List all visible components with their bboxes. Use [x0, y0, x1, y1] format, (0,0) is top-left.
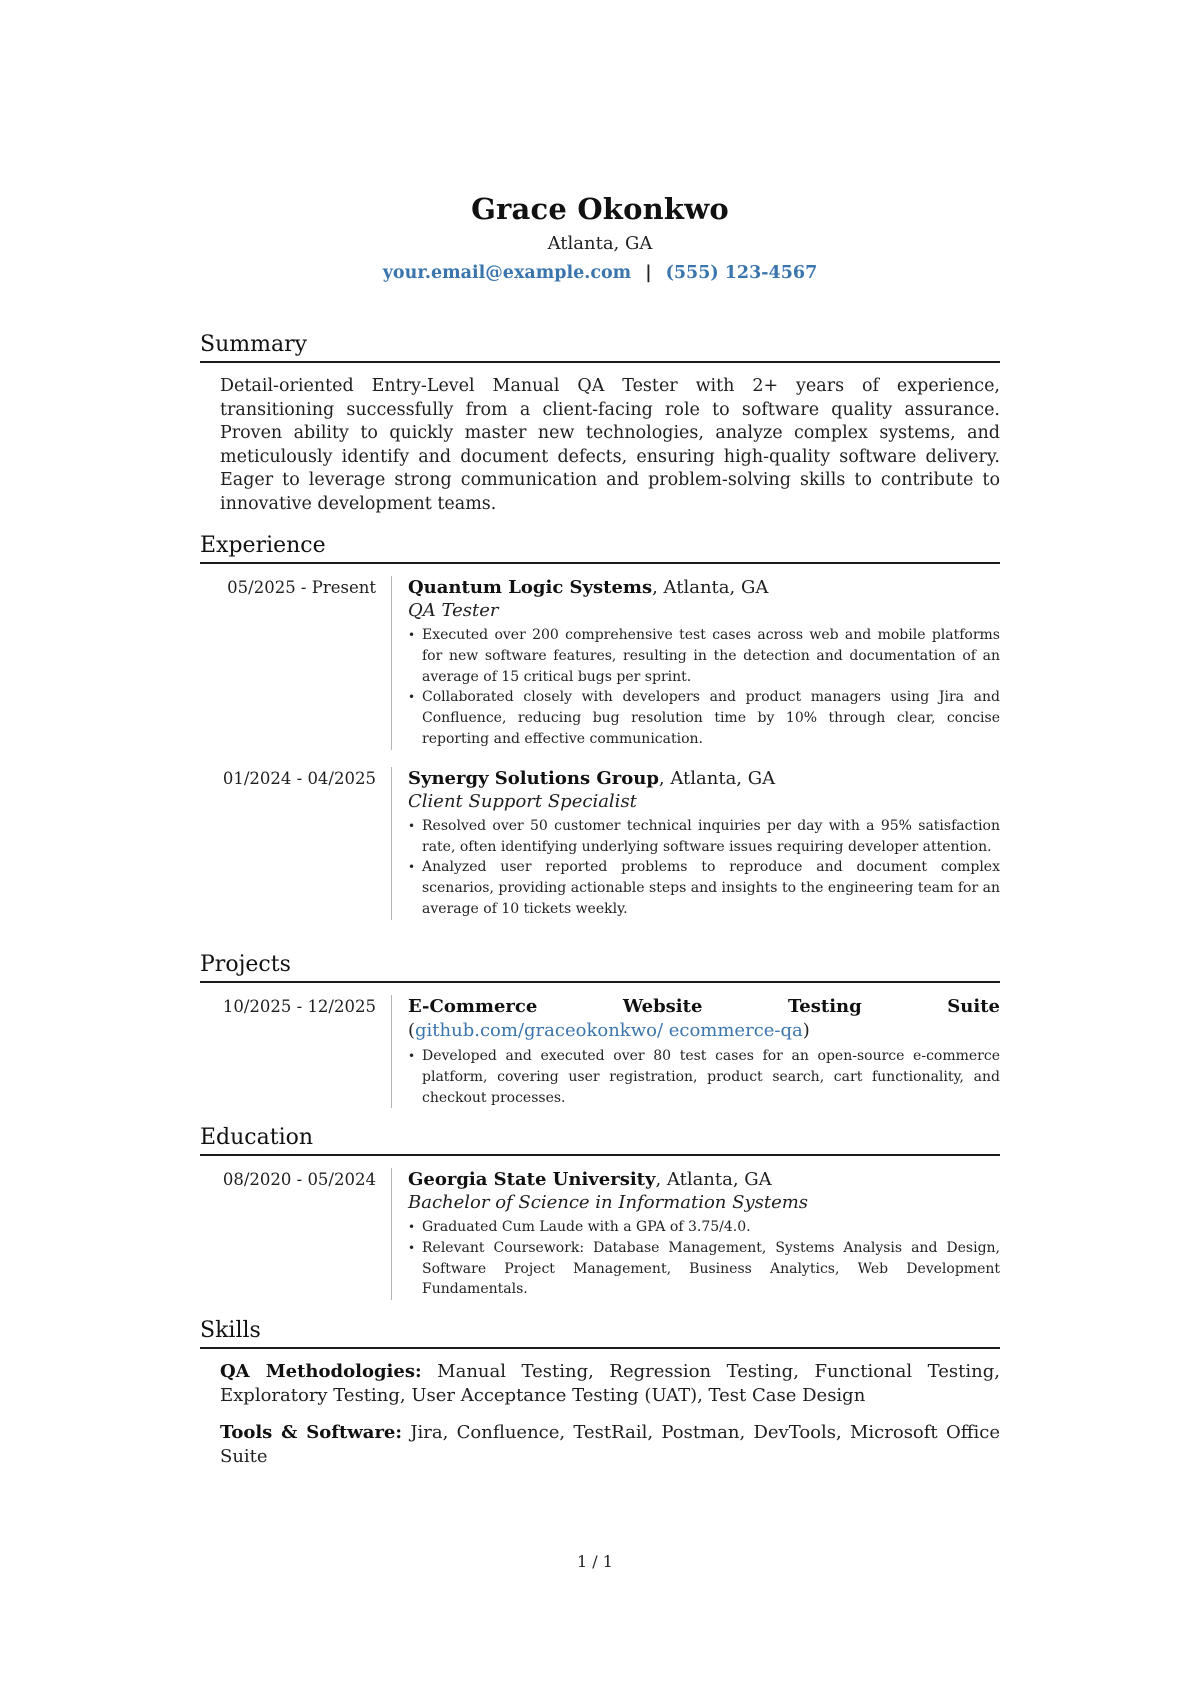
bullet-item: • Collaborated closely with developers and product managers using Jira and Confluence, reducing bug resolution time by 10% through clear, concise reporting and effective communication.	[408, 687, 1000, 749]
employer-name: Quantum Logic Systems	[408, 577, 653, 598]
bullet-item: • Analyzed user reported problems to reproduce and document complex scenarios, providing actionable steps and insights to the engineering team for an average of 10 tickets weekly.	[408, 857, 1000, 919]
contact-line	[200, 261, 1000, 285]
school-location: , Atlanta, GA	[655, 1169, 772, 1190]
bullet-list	[408, 625, 1000, 750]
skill-line	[220, 1360, 1000, 1407]
project-entry	[200, 995, 1000, 1108]
project-heading	[408, 995, 1000, 1043]
candidate-location: Atlanta, GA	[547, 233, 653, 254]
entry-body	[391, 1168, 1000, 1300]
entry-date: 05/2025 - Present	[227, 578, 376, 597]
skill-value: Jira, Confluence, TestRail, Postman, DevTools, Microsoft Office Suite	[220, 1422, 1000, 1467]
entry-heading	[408, 576, 1000, 600]
employer-location: , Atlanta, GA	[658, 767, 776, 789]
skill-label: QA Methodologies:	[220, 1361, 422, 1382]
skills-section	[200, 1316, 1000, 1468]
bullet-list	[408, 1217, 1000, 1300]
skill-value: Manual Testing, Regression Testing, Functional Testing, Exploratory Testing, User Acceptance Testing (UAT), Test Case Design	[220, 1361, 1000, 1406]
experience-entry	[200, 576, 1000, 750]
page-number: 1 / 1	[577, 1552, 613, 1571]
entry-body	[391, 995, 1000, 1108]
email-link[interactable]: your.email@example.com	[382, 263, 632, 283]
skill-line	[220, 1421, 1000, 1468]
open-paren: (	[408, 1020, 416, 1041]
section-title-projects: Projects	[200, 950, 1000, 983]
skill-label: Tools & Software:	[220, 1422, 403, 1443]
candidate-name: Grace Okonkwo	[471, 192, 729, 226]
bullet-item: • Developed and executed over 80 test cases for an open-source e-commerce platform, covering user registration, product search, cart functionality, and checkout processes.	[408, 1046, 1000, 1108]
bullet-item: • Relevant Coursework: Database Management, Systems Analysis and Design, Software Project Management, Business Analytics, Web Development Fundamentals.	[408, 1238, 1000, 1300]
bullet-item: • Graduated Cum Laude with a GPA of 3.75/4.0.	[408, 1217, 1000, 1238]
bullet-list	[408, 816, 1000, 920]
employer-location: , Atlanta, GA	[652, 577, 769, 598]
entry-date: 01/2024 - 04/2025	[222, 768, 376, 788]
project-name: E-Commerce Website Testing Suite	[408, 996, 1000, 1017]
employer-name: Synergy Solutions Group	[408, 767, 659, 789]
section-title-skills: Skills	[200, 1316, 1000, 1349]
close-paren: )	[802, 1020, 810, 1041]
experience-section	[200, 531, 1000, 920]
resume-header	[200, 0, 1000, 285]
entry-heading	[408, 767, 1000, 791]
degree: Bachelor of Science in Information Systems	[408, 1192, 809, 1213]
entry-date: 08/2020 - 05/2024	[222, 1170, 376, 1189]
education-entry	[200, 1168, 1000, 1300]
resume-page	[200, 0, 1000, 1467]
entry-body	[391, 767, 1000, 920]
summary-section	[200, 330, 1000, 516]
entry-date: 10/2025 - 12/2025	[222, 997, 376, 1016]
section-title-summary: Summary	[200, 330, 1000, 363]
projects-section	[200, 950, 1000, 1108]
entry-heading	[408, 1168, 1000, 1192]
bullet-item: • Resolved over 50 customer technical inquiries per day with a 95% satisfaction rate, often identifying underlying software issues requiring developer attention.	[408, 816, 1000, 858]
school-name: Georgia State University	[408, 1169, 656, 1190]
section-title-education: Education	[200, 1123, 1000, 1156]
job-title: QA Tester	[408, 600, 499, 621]
job-title: Client Support Specialist	[408, 790, 637, 812]
summary-text: Detail-oriented Entry-Level Manual QA Tester with 2+ years of experience, transitioning successfully from a client-facing role to software quality assurance. Proven ability to quickly master new technologies, analyze complex systems, and meticulously identify and document defects, ensuring high-quality software delivery. Eager to leverage strong communication and problem-solving skills to contribute to innovative development teams.	[220, 376, 1000, 514]
section-title-experience: Experience	[200, 531, 1000, 564]
phone-link[interactable]: (555) 123-4567	[665, 263, 818, 283]
experience-entry	[200, 767, 1000, 920]
entry-body	[391, 576, 1000, 750]
education-section	[200, 1123, 1000, 1300]
contact-separator: |	[645, 263, 652, 283]
bullet-item: • Executed over 200 comprehensive test cases across web and mobile platforms for new software features, resulting in the detection and documentation of an average of 15 critical bugs per sprint.	[408, 625, 1000, 687]
project-repo-link[interactable]: github.com/graceokonkwo/ ecommerce-qa	[415, 1020, 803, 1041]
bullet-list	[408, 1046, 1000, 1108]
